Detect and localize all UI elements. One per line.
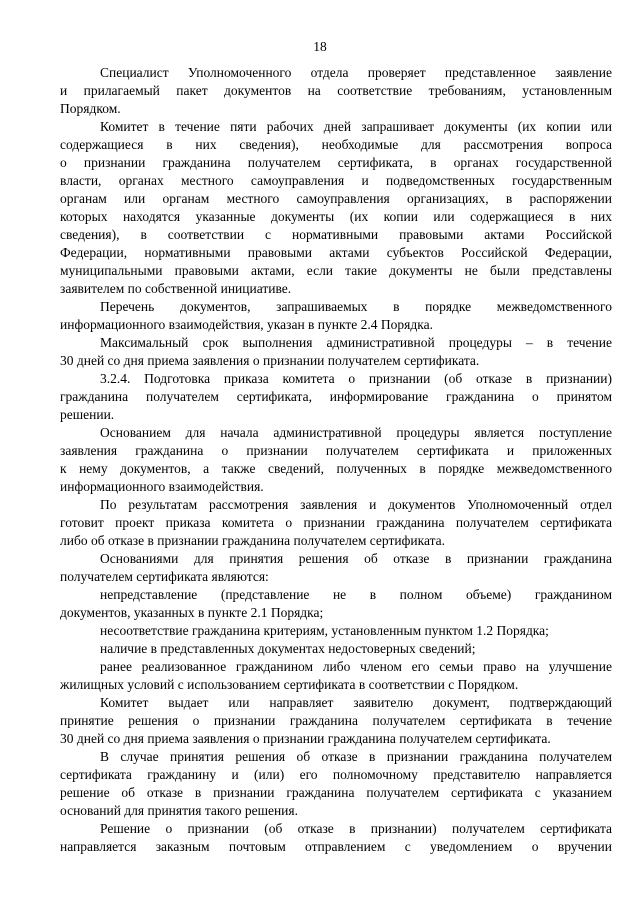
- text-line: документов, указанных в пункте 2.1 Порядка;: [60, 605, 324, 620]
- text-line: получателем сертификата являются:: [60, 569, 269, 584]
- text-line: Федерации, нормативными правовыми актами субъектов Российской Федерации,: [60, 245, 612, 260]
- text-line: сведения), в соответствии с нормативными правовыми актами Российской: [60, 227, 612, 242]
- text-line: решении.: [60, 407, 115, 422]
- text-line: власти, органах местного самоуправления и подведомственных государственным: [60, 173, 612, 188]
- paragraph: [60, 118, 612, 298]
- paragraph: [60, 370, 612, 424]
- text-line: Комитет выдает или направляет заявителю документ, подтверждающий: [100, 695, 612, 710]
- text-line: ранее реализованное гражданином либо членом его семьи право на улучшение: [100, 659, 612, 674]
- paragraph: [60, 64, 612, 118]
- text-line: Комитет в течение пяти рабочих дней запрашивает документы (их копии или: [100, 119, 612, 134]
- text-line: наличие в представленных документах недостоверных сведений;: [100, 641, 476, 656]
- text-line: оснований для принятия такого решения.: [60, 803, 298, 818]
- text-line: По результатам рассмотрения заявления и документов Уполномоченный отдел: [100, 497, 612, 512]
- text-line: готовит проект приказа комитета о признании гражданина получателем сертификата: [60, 515, 612, 530]
- text-line: решение об отказе в признании гражданина получателем сертификата с указанием: [60, 785, 612, 800]
- text-line: жилищных условий с использованием сертификата в соответствии с Порядком.: [60, 677, 519, 692]
- text-line: заявителем по собственной инициативе.: [60, 281, 292, 296]
- paragraph: [60, 298, 612, 334]
- text-line: к нему документов, а также сведений, полученных в порядке межведомственного: [60, 461, 612, 476]
- paragraph: [60, 586, 612, 622]
- text-line: несоответствие гражданина критериям, установленным пунктом 1.2 Порядка;: [100, 623, 549, 638]
- text-line: о признании гражданина получателем сертификата, в органах государственной: [60, 155, 612, 170]
- paragraph: [60, 694, 612, 748]
- paragraph: [60, 658, 612, 694]
- text-line: органам или органам местного самоуправления организациях, в распоряжении: [60, 191, 612, 206]
- paragraph: [60, 640, 612, 658]
- text-line: Специалист Уполномоченного отдела проверяет представленное заявление: [100, 65, 612, 80]
- text-line: заявления гражданина о признании получателем сертификата и приложенных: [60, 443, 612, 458]
- text-line: которых находятся указанные документы (их копии или содержащиеся в них: [60, 209, 612, 224]
- text-line: 3.2.4. Подготовка приказа комитета о признании (об отказе в признании): [100, 371, 612, 386]
- text-line: Решение о признании (об отказе в признании) получателем сертификата: [100, 821, 612, 836]
- text-line: Основаниями для принятия решения об отказе в признании гражданина: [100, 551, 612, 566]
- text-line: содержащиеся в них сведения), необходимые для рассмотрения вопроса: [60, 137, 612, 152]
- text-line: информационного взаимодействия, указан в пункте 2.4 Порядка.: [60, 317, 433, 332]
- text-line: принятие решения о признании гражданина получателем сертификата в течение: [60, 713, 612, 728]
- text-line: направляется заказным почтовым отправлением с уведомлением о вручении: [60, 839, 612, 854]
- text-line: Перечень документов, запрашиваемых в порядке межведомственного: [100, 299, 612, 314]
- paragraph: [60, 334, 612, 370]
- text-line: либо об отказе в признании гражданина получателем сертификата.: [60, 533, 446, 548]
- text-line: муниципальными правовыми актами, если такие документы не были представлены: [60, 263, 612, 278]
- text-line: сертификата гражданину и (или) его полномочному представителю направляется: [60, 767, 612, 782]
- text-line: гражданина получателем сертификата, информирование гражданина о принятом: [60, 389, 612, 404]
- text-line: Максимальный срок выполнения административной процедуры – в течение: [100, 335, 612, 350]
- paragraph: [60, 820, 612, 856]
- text-line: В случае принятия решения об отказе в признании гражданина получателем: [100, 749, 612, 764]
- text-line: информационного взаимодействия.: [60, 479, 264, 494]
- body-text: [60, 64, 612, 856]
- text-line: и прилагаемый пакет документов на соответствие требованиям, установленным: [60, 83, 612, 98]
- text-line: Порядком.: [60, 101, 121, 116]
- paragraph: [60, 550, 612, 586]
- paragraph: [60, 496, 612, 550]
- text-line: 30 дней со дня приема заявления о признании гражданина получателем сертификата.: [60, 731, 551, 746]
- paragraph: [60, 748, 612, 820]
- text-line: 30 дней со дня приема заявления о признании получателем сертификата.: [60, 353, 480, 368]
- text-line: непредставление (представление не в полном объеме) гражданином: [100, 587, 612, 602]
- paragraph: [60, 424, 612, 496]
- paragraph: [60, 622, 612, 640]
- page-number: 18: [313, 39, 327, 54]
- text-line: Основанием для начала административной процедуры является поступление: [100, 425, 612, 440]
